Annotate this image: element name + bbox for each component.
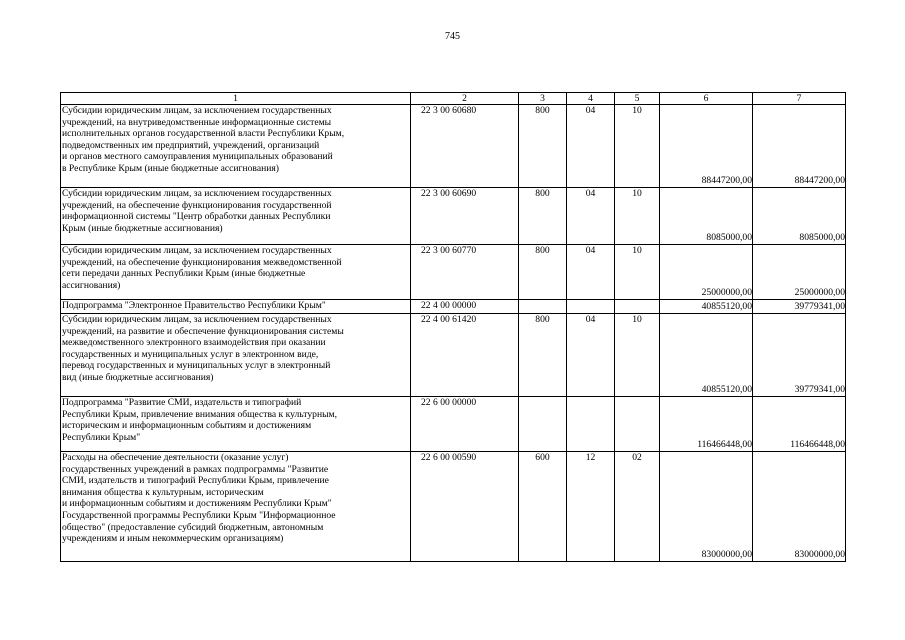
table-row <box>61 314 846 397</box>
row-col5 <box>615 397 660 452</box>
table-row <box>61 300 846 314</box>
row-col3: 600 <box>519 452 567 562</box>
row-amount-7: 88447200,00 <box>753 105 846 188</box>
header-col-5: 5 <box>615 93 660 105</box>
row-col4 <box>567 397 615 452</box>
header-col-3: 3 <box>519 93 567 105</box>
row-col3: 800 <box>519 314 567 397</box>
row-col5: 10 <box>615 314 660 397</box>
row-col4: 12 <box>567 452 615 562</box>
row-col3 <box>519 397 567 452</box>
row-amount-7: 8085000,00 <box>753 188 846 245</box>
row-col5: 10 <box>615 105 660 188</box>
header-row <box>61 93 846 105</box>
row-amount-6: 116466448,00 <box>660 397 753 452</box>
row-name: Расходы на обеспечение деятельности (оказание услуг) государственных учреждений в рамках подпрограммы "Развитие СМИ, издательств и типографий Республики Крым, привлечение внимания общества к культурным, историческим и информационным событиям и достижениям Республики Крым" Государственной программы Республики Крым "Информационное общество" (предоставление субсидий бюджетным, автономным учреждениям и иным некоммерческим организациям) <box>61 452 411 562</box>
row-code: 22 4 00 61420 <box>411 314 519 397</box>
row-col3: 800 <box>519 105 567 188</box>
row-code: 22 4 00 00000 <box>411 300 519 314</box>
row-amount-6: 83000000,00 <box>660 452 753 562</box>
row-name: Субсидии юридическим лицам, за исключением государственных учреждений, на внутриведомственные информационные системы исполнительных органов государственной власти Республики Крым, подведомственных им предприятий, учреждений, организаций и органов местного самоуправления муниципальных образований в Республике Крым (иные бюджетные ассигнования) <box>61 105 411 188</box>
header-col-2: 2 <box>411 93 519 105</box>
row-col5: 10 <box>615 188 660 245</box>
row-amount-6: 88447200,00 <box>660 105 753 188</box>
row-col4: 04 <box>567 314 615 397</box>
header-col-1: 1 <box>61 93 411 105</box>
header-col-4: 4 <box>567 93 615 105</box>
row-name: Субсидии юридическим лицам, за исключением государственных учреждений, на развитие и обеспечение функционирования системы межведомственного электронного взаимодействия при оказании государственных и муниципальных услуг в электронном виде, перевод государственных и муниципальных услуг в электронный вид (иные бюджетные ассигнования) <box>61 314 411 397</box>
row-code: 22 3 00 60690 <box>411 188 519 245</box>
row-col4: 04 <box>567 188 615 245</box>
table-row <box>61 245 846 300</box>
row-col4: 04 <box>567 245 615 300</box>
row-amount-7: 83000000,00 <box>753 452 846 562</box>
row-col3: 800 <box>519 188 567 245</box>
row-col4: 04 <box>567 105 615 188</box>
budget-table <box>60 92 846 562</box>
row-col5: 02 <box>615 452 660 562</box>
row-col4 <box>567 300 615 314</box>
row-amount-7: 25000000,00 <box>753 245 846 300</box>
page-number: 745 <box>445 31 460 42</box>
row-name: Подпрограмма "Электронное Правительство Республики Крым" <box>61 300 411 314</box>
row-code: 22 3 00 60680 <box>411 105 519 188</box>
table-row <box>61 452 846 562</box>
row-code: 22 6 00 00000 <box>411 397 519 452</box>
row-name: Субсидии юридическим лицам, за исключением государственных учреждений, на обеспечение функционирования межведомственной сети передачи данных Республики Крым (иные бюджетные ассигнования) <box>61 245 411 300</box>
table-row <box>61 397 846 452</box>
row-amount-6: 40855120,00 <box>660 300 753 314</box>
row-col3 <box>519 300 567 314</box>
row-col5 <box>615 300 660 314</box>
row-name: Подпрограмма "Развитие СМИ, издательств и типографий Республики Крым, привлечение внимания общества к культурным, историческим и информационным событиям и достижениям Республики Крым" <box>61 397 411 452</box>
row-name: Субсидии юридическим лицам, за исключением государственных учреждений, на обеспечение функционирования государственной информационной системы "Центр обработки данных Республики Крым (иные бюджетные ассигнования) <box>61 188 411 245</box>
header-col-7: 7 <box>753 93 846 105</box>
row-col3: 800 <box>519 245 567 300</box>
row-amount-6: 8085000,00 <box>660 188 753 245</box>
row-amount-7: 116466448,00 <box>753 397 846 452</box>
header-col-6: 6 <box>660 93 753 105</box>
table-row <box>61 105 846 188</box>
row-code: 22 6 00 00590 <box>411 452 519 562</box>
row-amount-7: 39779341,00 <box>753 314 846 397</box>
row-amount-6: 25000000,00 <box>660 245 753 300</box>
row-amount-7: 39779341,00 <box>753 300 846 314</box>
table-row <box>61 188 846 245</box>
row-code: 22 3 00 60770 <box>411 245 519 300</box>
row-col5: 10 <box>615 245 660 300</box>
row-amount-6: 40855120,00 <box>660 314 753 397</box>
